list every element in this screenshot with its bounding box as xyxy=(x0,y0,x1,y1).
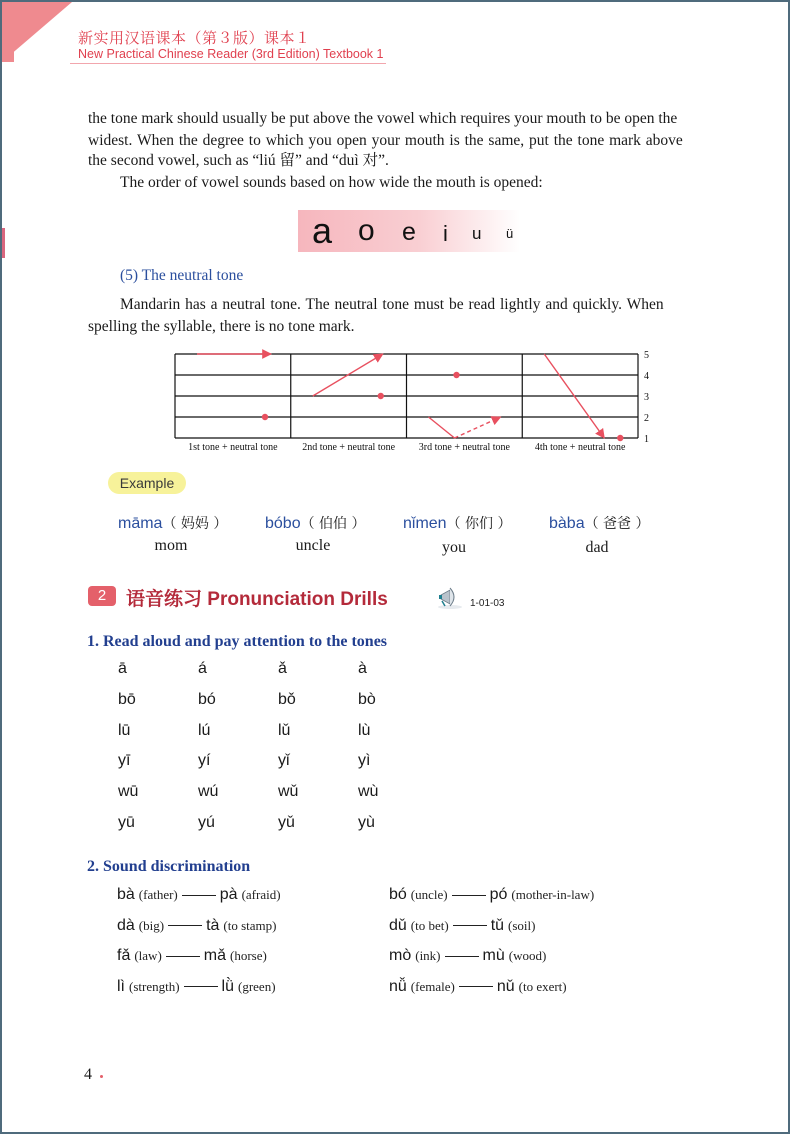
example-meaning: dad xyxy=(585,539,609,556)
pair-dash xyxy=(452,895,486,896)
section-number-badge: 2 xyxy=(88,586,116,606)
tone-syllable: yū xyxy=(118,814,135,831)
pitch-level-label: 5 xyxy=(644,350,649,361)
pair-syllable-b: mǎ xyxy=(203,947,227,964)
drill-1-heading: 1. Read aloud and pay attention to the tones xyxy=(87,633,388,650)
tone-syllable: lū xyxy=(118,721,131,739)
example-item-2 xyxy=(265,513,366,533)
book-title-zh: 新实用汉语课本（第３版）课本１ xyxy=(78,29,311,47)
pair-syllable-a: dà xyxy=(117,916,135,934)
tone-syllable: yī xyxy=(118,752,131,770)
pair-gloss-b: (to stamp) xyxy=(223,917,277,933)
pair-syllable-a: bà xyxy=(117,886,135,903)
header-corner-triangle xyxy=(2,2,72,62)
tone-syllable: yú xyxy=(198,814,215,831)
example-item-3 xyxy=(403,513,511,533)
tone-syllable: yù xyxy=(358,814,375,831)
pair-gloss-b: (horse) xyxy=(230,948,267,963)
discrimination-pair xyxy=(389,978,567,996)
tone-3-contour-rise xyxy=(455,417,501,438)
pair-syllable-a: fǎ xyxy=(117,947,131,964)
tone-syllable: yì xyxy=(358,752,371,770)
vowel-order-sentence: The order of vowel sounds based on how wide the mouth is opened: xyxy=(120,174,543,191)
neutral-tone-dot xyxy=(262,414,268,420)
pair-gloss-a: (uncle) xyxy=(410,887,448,902)
side-tab-marker xyxy=(2,228,5,258)
pair-syllable-a: nǚ xyxy=(389,977,407,995)
pair-dash xyxy=(166,956,200,957)
neutral-tone-dot xyxy=(378,393,384,399)
vowel-i: i xyxy=(443,221,448,246)
pair-syllable-a: dǔ xyxy=(389,916,407,934)
example-label: Example xyxy=(108,472,186,494)
example-pinyin: bàba xyxy=(549,515,585,532)
pair-dash xyxy=(182,895,216,896)
header-rule xyxy=(70,63,386,64)
example-pinyin: nǐmen xyxy=(403,515,447,532)
pair-syllable-a: mò xyxy=(389,947,412,964)
vowel-e: e xyxy=(402,218,416,246)
example-pinyin: māma xyxy=(118,515,163,532)
tone-syllable: ǎ xyxy=(278,660,287,677)
example-hanzi: （ 你们 ） xyxy=(446,516,512,532)
example-item-4 xyxy=(549,513,650,533)
tone-combination-label: 3rd tone + neutral tone xyxy=(418,442,510,453)
discrimination-pair xyxy=(117,886,281,904)
tone-syllable: bō xyxy=(118,690,136,708)
tone-syllable: lǔ xyxy=(278,721,291,739)
tone-syllable: wú xyxy=(198,783,219,801)
pair-gloss-b: (mother-in-law) xyxy=(511,887,595,902)
tone-combination-label: 4th tone + neutral tone xyxy=(534,442,626,453)
tone-syllable: yǔ xyxy=(278,814,295,831)
discrimination-pair xyxy=(389,947,546,965)
audio-speaker-icon[interactable] xyxy=(436,584,464,610)
pitch-level-label: 3 xyxy=(644,392,649,403)
neutral-tone-line-1: Mandarin has a neutral tone. The neutral tone must be read lightly and quickly. When xyxy=(120,296,664,313)
example-item-1 xyxy=(118,513,227,533)
example-meaning: mom xyxy=(154,537,188,554)
neutral-tone-dot xyxy=(617,435,623,441)
tone-syllable: à xyxy=(358,660,367,677)
intro-line-1: the tone mark should usually be put above the vowel which requires your mouth to be open the xyxy=(88,110,678,127)
tone-syllable: wū xyxy=(118,783,139,801)
neutral-tone-line-2: spelling the syllable, there is no tone mark. xyxy=(88,318,355,335)
pair-gloss-a: (strength) xyxy=(129,978,180,994)
pair-dash xyxy=(184,986,218,987)
tone-combination-label: 1st tone + neutral tone xyxy=(188,442,278,453)
page-number-dot xyxy=(100,1075,103,1078)
discrimination-pair xyxy=(117,978,276,996)
vowel-u: u xyxy=(472,224,482,243)
example-hanzi: （ 妈妈 ） xyxy=(162,516,228,532)
example-pinyin: bóbo xyxy=(265,515,301,532)
pair-gloss-a: (ink) xyxy=(415,948,441,963)
pair-syllable-b: pà xyxy=(219,886,238,903)
drill-2-heading: 2. Sound discrimination xyxy=(87,858,251,875)
pair-syllable-a: bó xyxy=(389,886,407,903)
tone-syllable: wù xyxy=(358,783,379,801)
pair-gloss-a: (big) xyxy=(138,917,165,933)
example-hanzi: （ 伯伯 ） xyxy=(300,516,366,532)
pair-dash xyxy=(453,925,487,926)
page-number: 4 xyxy=(84,1066,92,1083)
tone-syllable: bǒ xyxy=(278,690,296,708)
pair-gloss-b: (to exert) xyxy=(518,978,567,994)
pair-gloss-a: (law) xyxy=(134,948,162,963)
pair-gloss-b: (green) xyxy=(238,978,276,994)
pair-gloss-a: (father) xyxy=(138,887,178,902)
discrimination-pair xyxy=(389,886,594,904)
pair-dash xyxy=(168,925,202,926)
pair-syllable-b: mù xyxy=(482,947,505,964)
pitch-level-label: 1 xyxy=(644,434,649,445)
pair-syllable-a: lì xyxy=(117,977,125,995)
discrimination-pair xyxy=(117,947,267,965)
tone-3-contour-fall xyxy=(429,417,455,438)
neutral-tone-heading: (5) The neutral tone xyxy=(120,267,244,284)
vowel-a: a xyxy=(312,210,333,251)
tone-syllable: yí xyxy=(198,752,211,770)
audio-track-code: 1-01-03 xyxy=(470,598,505,609)
discrimination-pair xyxy=(389,917,536,935)
section-title: 语音练习 Pronunciation Drills xyxy=(126,589,388,610)
tone-syllable: lù xyxy=(358,721,371,739)
pair-syllable-b: nǔ xyxy=(496,977,515,995)
pitch-level-label: 2 xyxy=(644,413,649,424)
vowel-u-umlaut: ü xyxy=(506,226,514,241)
book-title-en: New Practical Chinese Reader (3rd Edition) Textbook 1 xyxy=(78,47,384,61)
pair-syllable-b: lǜ xyxy=(221,977,234,995)
intro-line-2: widest. When the degree to which you open your mouth is the same, put the tone mark above xyxy=(88,132,683,149)
tone-combination-label: 2nd tone + neutral tone xyxy=(302,442,396,453)
pair-gloss-b: (wood) xyxy=(508,948,547,963)
tone-syllable: bò xyxy=(358,690,376,708)
vowel-o: o xyxy=(358,214,375,247)
tone-syllable: wǔ xyxy=(278,783,299,801)
tone-syllable: lú xyxy=(198,721,211,739)
discrimination-pair xyxy=(117,917,277,935)
pair-gloss-b: (afraid) xyxy=(241,887,281,902)
neutral-tone-diagram xyxy=(170,348,660,458)
pitch-level-label: 4 xyxy=(644,371,649,382)
vowel-order-box xyxy=(298,210,520,252)
example-meaning: you xyxy=(442,539,466,556)
example-hanzi: （ 爸爸 ） xyxy=(584,516,650,532)
pair-gloss-b: (soil) xyxy=(508,917,536,933)
intro-line-3: the second vowel, such as “liú 留” and “duì 对”. xyxy=(88,152,389,169)
pair-dash xyxy=(445,956,479,957)
pair-gloss-a: (female) xyxy=(410,978,455,994)
tone-syllable: bó xyxy=(198,690,216,708)
pair-syllable-b: tǔ xyxy=(490,916,505,934)
example-meaning: uncle xyxy=(295,537,331,554)
tone-syllable: á xyxy=(198,660,207,677)
neutral-tone-dot xyxy=(453,372,459,378)
pair-syllable-b: tà xyxy=(206,916,220,934)
pair-syllable-b: pó xyxy=(489,886,508,903)
tone-syllable: ā xyxy=(118,660,127,677)
pair-gloss-a: (to bet) xyxy=(410,917,449,933)
pair-dash xyxy=(459,986,493,987)
tone-syllable: yǐ xyxy=(278,752,290,770)
